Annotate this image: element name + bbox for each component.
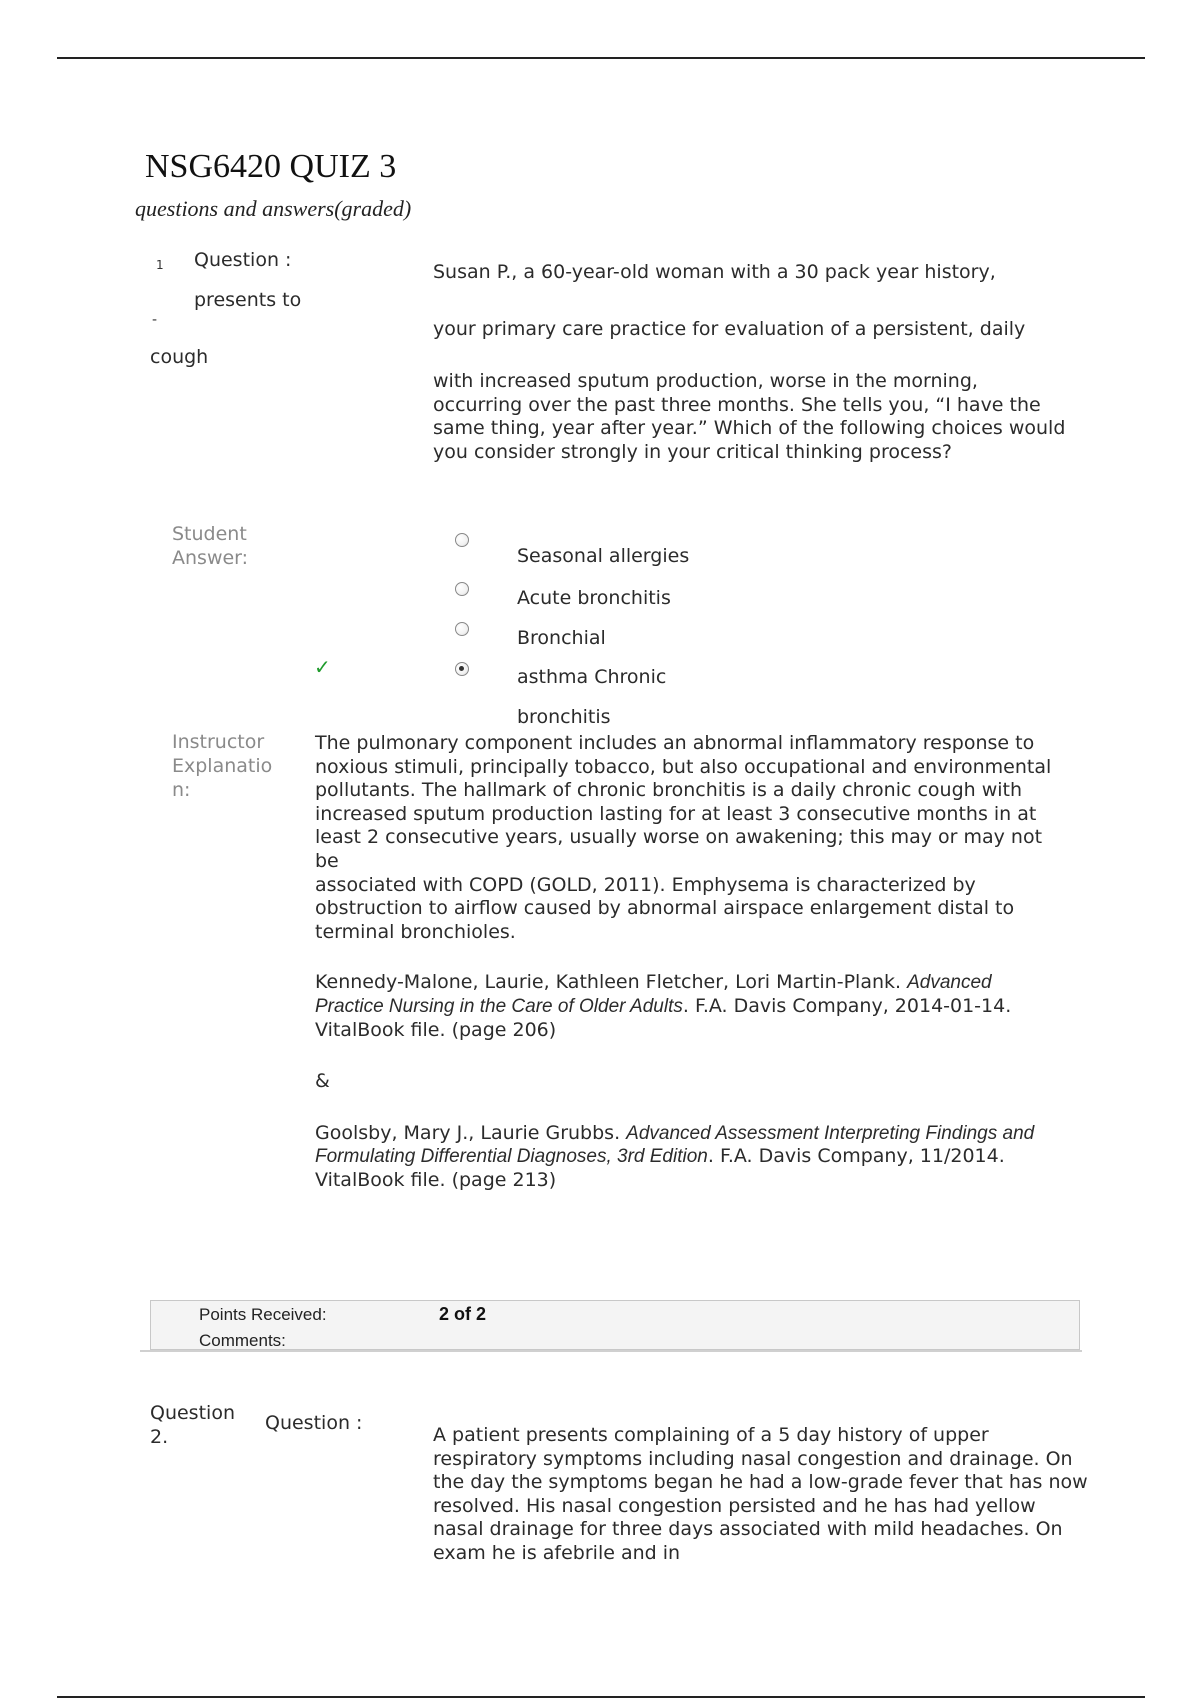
option-text-1: Seasonal allergies xyxy=(517,545,690,567)
question-stem-left-1: presents to xyxy=(194,289,302,311)
option-radio-3[interactable] xyxy=(455,622,469,636)
option-text-4: asthma Chronic xyxy=(517,666,667,688)
points-received-label: Points Received: xyxy=(199,1305,327,1324)
option-radio-1[interactable] xyxy=(455,533,469,547)
instructor-explanation-text xyxy=(315,732,1060,1193)
page-title: NSG6420 QUIZ 3 xyxy=(145,148,397,185)
reference-1-title: Advanced Practice Nursing in the Care of Older Adults xyxy=(315,972,992,1017)
question-2-label: Question : xyxy=(265,1412,363,1434)
reference-2 xyxy=(315,1122,1060,1193)
points-received-value: 2 of 2 xyxy=(439,1304,487,1324)
explanation-paragraph-2: associated with COPD (GOLD, 2011). Emphysema is characterized by obstruction to airflow caused by abnormal airspace enlargement distal to terminal bronchioles. xyxy=(315,873,1015,943)
question-stem-line-1: Susan P., a 60-year-old woman with a 30 pack year history, xyxy=(433,261,996,283)
question-2-stem: A patient presents complaining of a 5 day history of upper respiratory symptoms including nasal congestion and drainage. On the day the symptoms began he had a low-grade fever that has now resolved. His nasal congestion persisted and he has had yellow nasal drainage for three days associated with mild headaches. On exam he is afebrile and in xyxy=(433,1424,1088,1564)
question-label: Question : xyxy=(194,249,292,271)
reference-1 xyxy=(315,971,1060,1042)
question-stem-left-2: cough xyxy=(150,346,209,368)
option-radio-4-selected[interactable] xyxy=(455,662,469,676)
question-number: 1 xyxy=(156,258,164,272)
option-text-3: Bronchial xyxy=(517,627,606,649)
reference-2-authors: Goolsby, Mary J., Laurie Grubbs. xyxy=(315,1121,621,1144)
student-answer-label: Student Answer: xyxy=(172,523,249,569)
option-text-2: Acute bronchitis xyxy=(517,587,671,609)
option-text-5: bronchitis xyxy=(517,706,611,728)
reference-1-rest: . F.A. Davis Company, 2014-01-14. VitalBook file. (page 206) xyxy=(315,994,1012,1041)
reference-2-rest: . F.A. Davis Company, 11/2014. VitalBook file. (page 213) xyxy=(315,1145,1005,1191)
reference-1-authors: Kennedy-Malone, Laurie, Kathleen Fletcher, Lori Martin-Plank. xyxy=(315,971,902,994)
question-stem-line-3: with increased sputum production, worse in the morning, occurring over the past three months. She tells you, “I have the same thing, year after year.” Which of the following choices would you consider strongly in your critical thinking process? xyxy=(433,370,1066,463)
page-subtitle: questions and answers(graded) xyxy=(135,196,412,221)
reference-ampersand: & xyxy=(315,1070,330,1093)
explanation-paragraph-1: The pulmonary component includes an abnormal inflammatory response to noxious stimuli, principally tobacco, but also occupational and environmental pollutants. The hallmark of chronic bronchitis is a daily chronic cough with increased sputum production lasting for at least 3 consecutive months in at least 2 consecutive years, usually worse on awakening; this may or may not be xyxy=(315,732,1052,872)
question-number-dot: - xyxy=(152,312,158,328)
top-rule xyxy=(57,57,1145,59)
comments-label: Comments: xyxy=(199,1331,286,1350)
instructor-explanation-label: Instructor Explanation: xyxy=(172,731,273,801)
question-2-number: Question 2. xyxy=(150,1402,235,1448)
option-radio-2[interactable] xyxy=(455,582,469,596)
correct-check-icon: ✓ xyxy=(314,655,331,679)
reference-2-title: Advanced Assessment Interpreting Findings and Formulating Differential Diagnoses, 3rd Edition xyxy=(315,1122,1035,1168)
bottom-rule xyxy=(57,1696,1145,1698)
question-stem-line-2: your primary care practice for evaluation of a persistent, daily xyxy=(433,318,1026,340)
